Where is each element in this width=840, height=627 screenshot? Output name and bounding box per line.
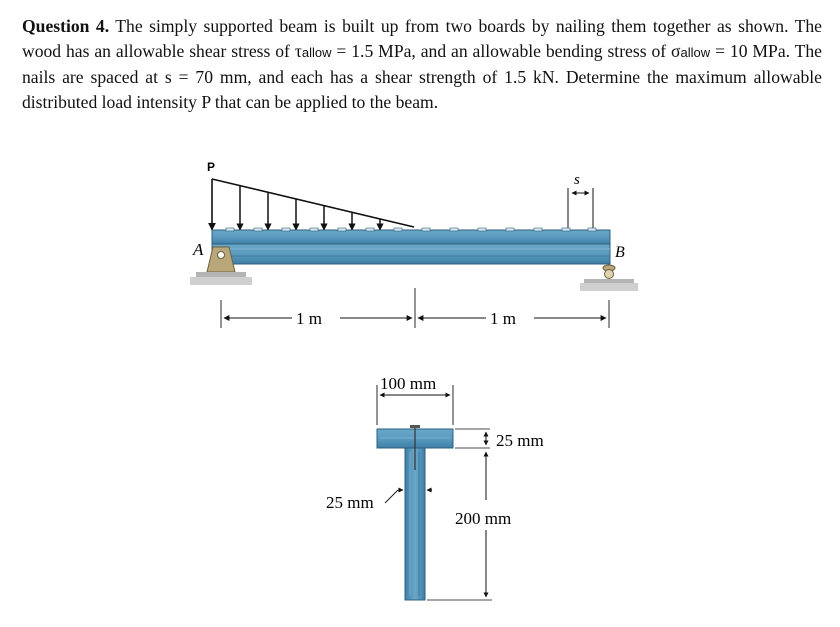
flange-thickness-label: 25 mm [496,431,544,450]
span-left-label: 1 m [296,309,322,328]
nail-spacing-dimension [568,188,593,228]
span-dimensions [221,288,609,328]
support-a-label: A [193,240,204,259]
web-depth-label: 200 mm [455,509,512,528]
flange-width-label: 100 mm [380,374,437,393]
tau-value: = 1.5 MPa, and an allowable bending stress of [331,40,672,61]
sigma-symbol: σ [671,40,681,61]
web-thickness-label: 25 mm [326,493,374,512]
question-sentence-1: The simply supported beam is built up from two boards by nailing them together as shown. The wood has an allowable shear stress of [22,16,822,61]
load-label: P [207,160,216,174]
tau-symbol: τ [294,40,302,61]
question-heading: Question 4. [22,16,110,36]
support-b-label: B [615,244,625,261]
beam [212,228,610,264]
roller-support-b [580,265,638,291]
span-right-label: 1 m [490,309,516,328]
sigma-subscript: allow [680,44,711,60]
sigma-value: = 10 MPa. The nails are spaced at s = 70 mm, and each has a shear strength of 1.5 kN. Determine the maximum allowable distributed load intensity P that can be applied to the beam. [22,40,822,112]
distributed-load [212,179,414,230]
t-section [377,425,453,600]
spacing-label: s [574,172,580,188]
tau-subscript: allow [301,44,332,60]
flange-thickness-dimension [455,429,490,448]
